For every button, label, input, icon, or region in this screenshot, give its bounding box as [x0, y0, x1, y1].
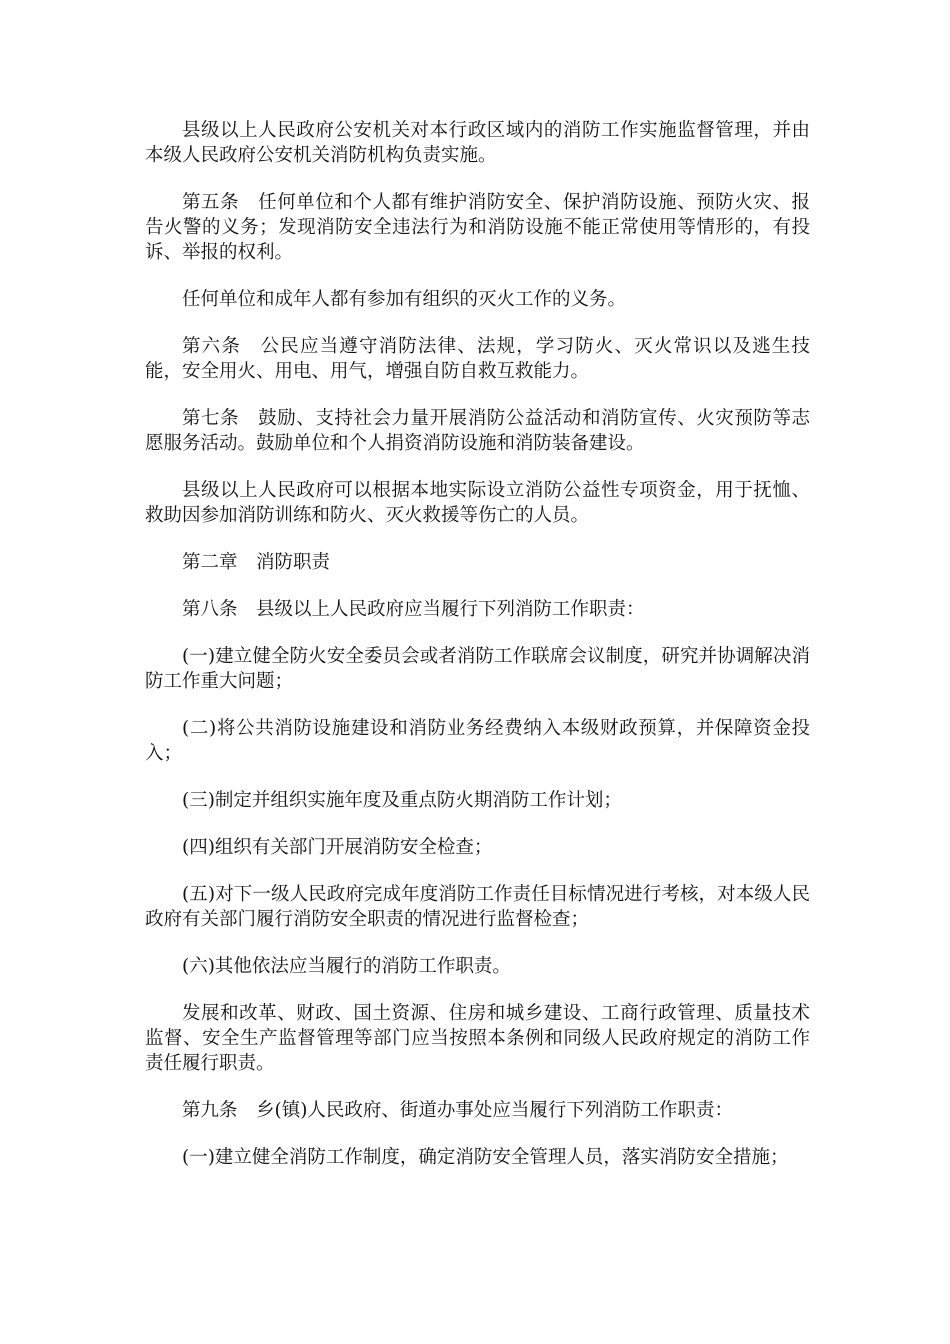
document-body — [145, 118, 810, 1192]
paragraph-article-9: 第九条 乡(镇)人民政府、街道办事处应当履行下列消防工作职责： — [182, 1100, 733, 1121]
paragraph-article-7: 第七条 鼓励、支持社会力量开展消防公益活动和消防宣传、火灾预防等志愿服务活动。鼓励单位和个人捐资消防设施和消防装备建设。 — [145, 408, 810, 454]
list-item-9-1: (一)建立健全消防工作制度，确定消防安全管理人员，落实消防安全措施； — [182, 1147, 789, 1168]
paragraph-public-fund: 县级以上人民政府可以根据本地实际设立消防公益性专项资金，用于抚恤、救助因参加消防训练和防火、灭火救援等伤亡的人员。 — [145, 480, 810, 526]
paragraph-supervision: 县级以上人民政府公安机关对本行政区域内的消防工作实施监督管理，并由本级人民政府公安机关消防机构负责实施。 — [145, 120, 810, 166]
list-item-8-1: (一)建立健全防火安全委员会或者消防工作联席会议制度，研究并协调解决消防工作重大问题； — [145, 646, 810, 692]
paragraph-firefighting-duty: 任何单位和成年人都有参加有组织的灭火工作的义务。 — [182, 289, 627, 310]
list-item-8-6: (六)其他依法应当履行的消防工作职责。 — [182, 956, 511, 977]
paragraph-article-8: 第八条 县级以上人民政府应当履行下列消防工作职责： — [182, 599, 645, 620]
list-item-8-2: (二)将公共消防设施建设和消防业务经费纳入本级财政预算，并保障资金投入； — [145, 718, 810, 764]
paragraph-article-5: 第五条 任何单位和个人都有维护消防安全、保护消防设施、预防火灾、报告火警的义务；发现消防安全违法行为和消防设施不能正常使用等情形的，有投诉、举报的权利。 — [145, 192, 810, 263]
paragraph-departments: 发展和改革、财政、国土资源、住房和城乡建设、工商行政管理、质量技术监督、安全生产监督管理等部门应当按照本条例和同级人民政府规定的消防工作责任履行职责。 — [145, 1003, 810, 1074]
list-item-8-4: (四)组织有关部门开展消防安全检查； — [182, 837, 493, 858]
paragraph-article-6: 第六条 公民应当遵守消防法律、法规，学习防火、灭火常识以及逃生技能，安全用火、用电、用气，增强自防自救互救能力。 — [145, 336, 810, 382]
list-item-8-3: (三)制定并组织实施年度及重点防火期消防工作计划； — [182, 790, 622, 811]
chapter-heading: 第二章 消防职责 — [182, 552, 331, 573]
list-item-8-5: (五)对下一级人民政府完成年度消防工作责任目标情况进行考核，对本级人民政府有关部门履行消防安全职责的情况进行监督检查； — [145, 884, 810, 930]
